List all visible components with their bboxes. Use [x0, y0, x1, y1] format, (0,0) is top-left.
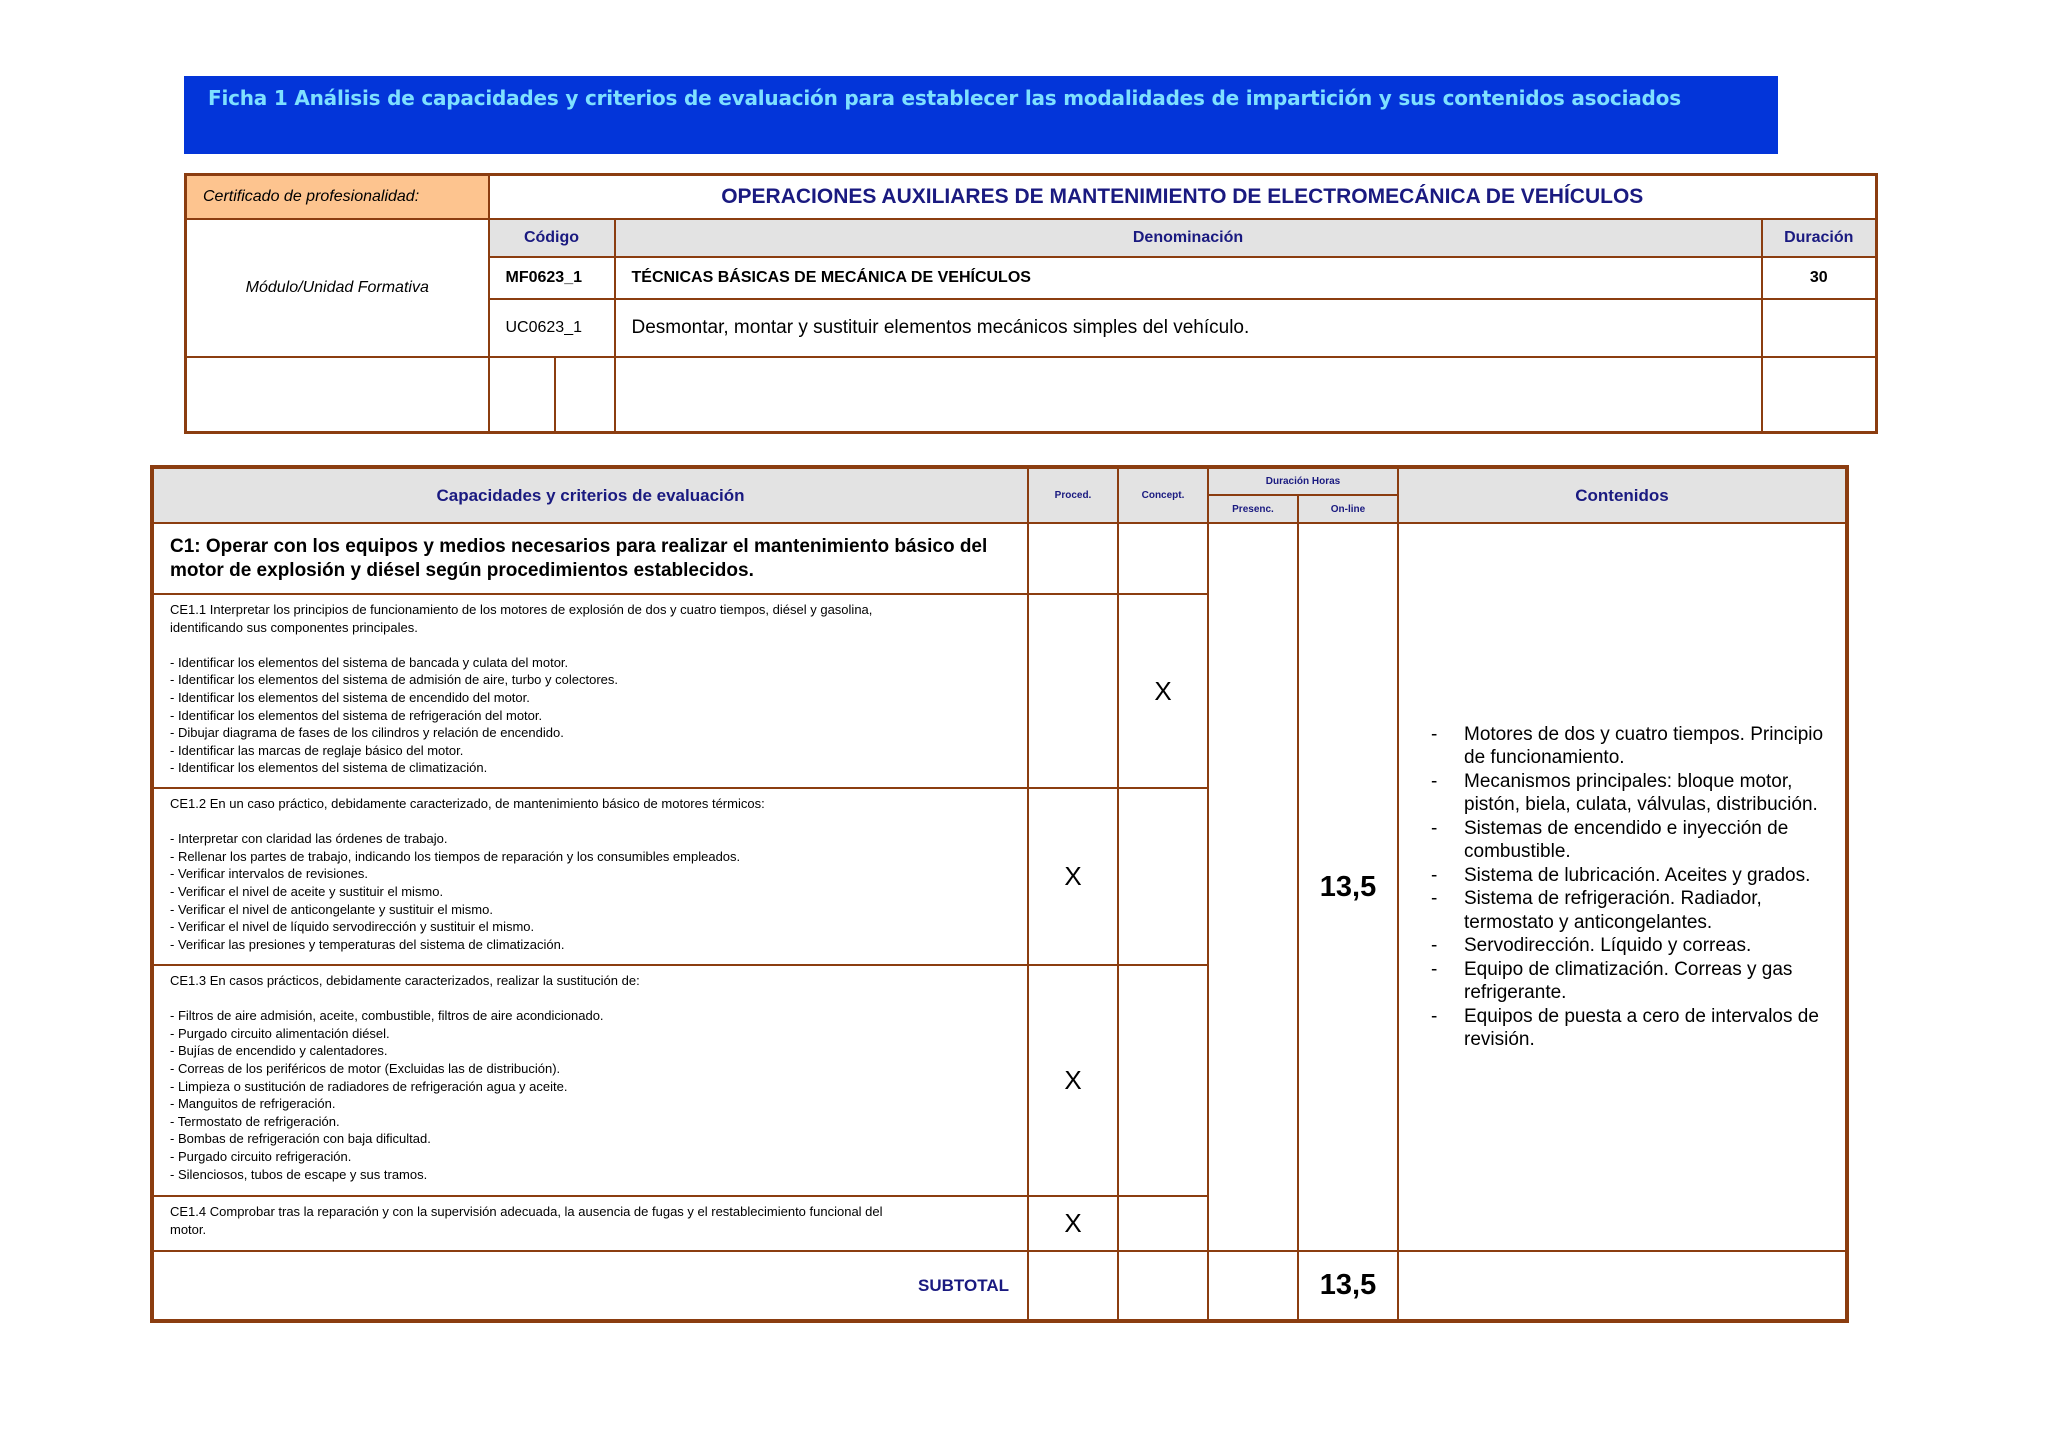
- denominacion-uc: Desmontar, montar y sustituir elementos mecánicos simples del vehículo.: [615, 299, 1762, 357]
- criterio-ce1-1: [152, 594, 1028, 788]
- criterio-line: [170, 990, 1011, 1008]
- contenido-item: - Sistema de lubricación. Aceites y grados.: [1431, 864, 1811, 886]
- criterio-line: - Verificar las presiones y temperaturas del sistema de climatización.: [170, 936, 565, 952]
- criterio-line: - Identificar los elementos del sistema de encendido del motor.: [170, 689, 530, 705]
- criterio-line: CE1.4 Comprobar tras la reparación y con la supervisión adecuada, la ausencia de fugas y el restablecimiento funcional del: [170, 1204, 883, 1219]
- col-duracion-horas: Duración Horas: [1208, 467, 1398, 495]
- duracion-uc: [1762, 299, 1877, 357]
- ce1-4-proced: X: [1028, 1196, 1118, 1251]
- criterio-line: CE1.3 En casos prácticos, debidamente caracterizados, realizar la sustitución de:: [170, 973, 640, 988]
- criterio-line: - Bujías de encendido y calentadores.: [170, 1043, 388, 1059]
- capacidad-c1: C1: Operar con los equipos y medios necesarios para realizar el mantenimiento básico del motor de explosión y diésel según procedimientos establecidos.: [152, 523, 1028, 594]
- criterio-line: - Identificar los elementos del sistema de refrigeración del motor.: [170, 707, 543, 723]
- empty-cell: [555, 357, 615, 433]
- col-capacidades: Capacidades y criterios de evaluación: [152, 467, 1028, 523]
- criterio-line: - Identificar los elementos del sistema de climatización.: [170, 760, 488, 776]
- col-codigo: Código: [489, 219, 615, 257]
- presenc-hours: [1208, 523, 1298, 1251]
- col-concept: Concept.: [1118, 467, 1208, 523]
- ficha-title: Ficha 1 Análisis de capacidades y criterios de evaluación para establecer las modalidades de impartición y sus contenidos asociados: [208, 86, 1681, 110]
- criterio-line: - Dibujar diagrama de fases de los cilindros y relación de encendido.: [170, 725, 564, 741]
- contenido-item: - Servodirección. Líquido y correas.: [1431, 935, 1752, 956]
- cert-label: Certificado de profesionalidad:: [186, 175, 489, 219]
- codigo-uc: UC0623_1: [489, 299, 615, 357]
- criterio-line: - Purgado circuito alimentación diésel.: [170, 1025, 390, 1041]
- ce1-3-proced: X: [1028, 965, 1118, 1196]
- subtotal-presenc: [1208, 1251, 1298, 1321]
- col-proced: Proced.: [1028, 467, 1118, 523]
- criterio-line: - Filtros de aire admisión, aceite, combustible, filtros de aire acondicionado.: [170, 1008, 604, 1024]
- cert-value: OPERACIONES AUXILIARES DE MANTENIMIENTO DE ELECTROMECÁNICA DE VEHÍCULOS: [489, 175, 1877, 219]
- criterio-ce1-3: [152, 965, 1028, 1196]
- empty-cell: [1762, 357, 1877, 433]
- col-contenidos: Contenidos: [1398, 467, 1847, 523]
- modulo-label: Módulo/Unidad Formativa: [186, 219, 489, 357]
- criterio-line: - Identificar los elementos del sistema de admisión de aire, turbo y colectores.: [170, 672, 618, 688]
- col-online: On-line: [1298, 495, 1398, 523]
- criterio-line: CE1.2 En un caso práctico, debidamente caracterizado, de mantenimiento básico de motores térmicos:: [170, 796, 765, 811]
- empty-cell: [489, 357, 555, 433]
- contenido-item: - Equipo de climatización. Correas y gas refrigerante.: [1431, 958, 1793, 1003]
- contenidos-list: [1398, 523, 1847, 1251]
- criterio-line: - Termostato de refrigeración.: [170, 1113, 340, 1129]
- criterio-line: - Interpretar con claridad las órdenes de trabajo.: [170, 831, 448, 847]
- duracion-mf: 30: [1762, 257, 1877, 299]
- criterio-line: - Rellenar los partes de trabajo, indicando los tiempos de reparación y los consumibles empleados.: [170, 848, 741, 864]
- criterio-line: - Verificar intervalos de revisiones.: [170, 866, 368, 882]
- subtotal-concept: [1118, 1251, 1208, 1321]
- criterio-ce1-2: [152, 788, 1028, 965]
- ce1-2-proced: X: [1028, 788, 1118, 965]
- contenido-item: - Sistema de refrigeración. Radiador, termostato y anticongelantes.: [1431, 888, 1762, 933]
- codigo-mf: MF0623_1: [489, 257, 615, 299]
- empty-cell: [615, 357, 1762, 433]
- ce1-2-concept: [1118, 788, 1208, 965]
- criterio-line: motor.: [170, 1221, 207, 1237]
- criterio-line: [170, 636, 1011, 654]
- contenido-item: - Equipos de puesta a cero de intervalos de revisión.: [1431, 1005, 1819, 1050]
- criterio-line: [170, 813, 1011, 831]
- criterio-line: - Bombas de refrigeración con baja dificultad.: [170, 1131, 431, 1147]
- col-denominacion: Denominación: [615, 219, 1762, 257]
- col-duracion: Duración: [1762, 219, 1877, 257]
- online-hours: 13,5: [1298, 523, 1398, 1251]
- contenido-item: - Sistemas de encendido e inyección de combustible.: [1431, 817, 1789, 862]
- criterio-line: identificando sus componentes principales.: [170, 619, 418, 635]
- criterio-line: - Identificar los elementos del sistema de bancada y culata del motor.: [170, 654, 569, 670]
- subtotal-online: 13,5: [1298, 1251, 1398, 1321]
- ce1-1-proced: [1028, 594, 1118, 788]
- c1-concept: [1118, 523, 1208, 594]
- certificate-table: [184, 173, 1878, 434]
- empty-cell: [186, 357, 489, 433]
- contenido-item: - Mecanismos principales: bloque motor, pistón, biela, culata, válvulas, distribución.: [1431, 770, 1818, 815]
- criterio-line: - Manguitos de refrigeración.: [170, 1096, 336, 1112]
- subtotal-contenidos: [1398, 1251, 1847, 1321]
- criterio-line: - Silenciosos, tubos de escape y sus tramos.: [170, 1166, 428, 1182]
- subtotal-label: SUBTOTAL: [152, 1251, 1028, 1321]
- criterio-line: - Identificar las marcas de reglaje básico del motor.: [170, 742, 464, 758]
- c1-proced: [1028, 523, 1118, 594]
- criterio-ce1-4: [152, 1196, 1028, 1251]
- ce1-1-concept: X: [1118, 594, 1208, 788]
- criterio-line: - Verificar el nivel de líquido servodirección y sustituir el mismo.: [170, 919, 535, 935]
- criterio-line: - Limpieza o sustitución de radiadores de refrigeración agua y aceite.: [170, 1078, 568, 1094]
- criterio-line: - Verificar el nivel de aceite y sustituir el mismo.: [170, 883, 444, 899]
- subtotal-proced: [1028, 1251, 1118, 1321]
- contenido-item: - Motores de dos y cuatro tiempos. Principio de funcionamiento.: [1431, 723, 1824, 768]
- ce1-4-concept: [1118, 1196, 1208, 1251]
- criterio-line: - Purgado circuito refrigeración.: [170, 1148, 352, 1164]
- col-presenc: Presenc.: [1208, 495, 1298, 523]
- denominacion-mf: TÉCNICAS BÁSICAS DE MECÁNICA DE VEHÍCULOS: [615, 257, 1762, 299]
- evaluation-table: [150, 465, 1849, 1323]
- ce1-3-concept: [1118, 965, 1208, 1196]
- criterio-line: - Verificar el nivel de anticongelante y sustituir el mismo.: [170, 901, 493, 917]
- ficha-banner: [184, 76, 1778, 154]
- criterio-line: - Correas de los periféricos de motor (Excluidas las de distribución).: [170, 1060, 561, 1076]
- criterio-line: CE1.1 Interpretar los principios de funcionamiento de los motores de explosión de dos y cuatro tiempos, diésel y gasolina,: [170, 602, 873, 617]
